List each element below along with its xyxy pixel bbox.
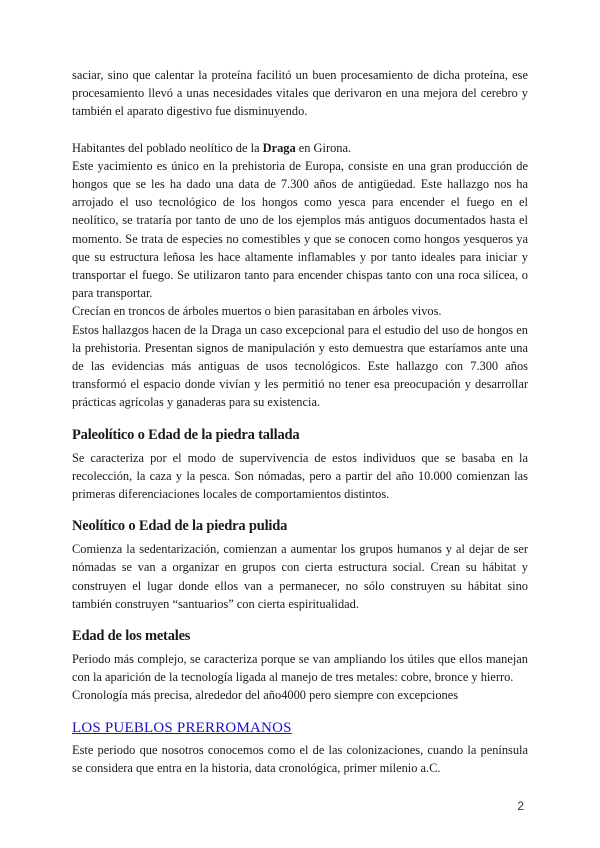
draga-paragraph-3: Estos hallazgos hacen de la Draga un caso excepcional para el estudio del uso de hongos en la prehistoria. Presentan signos de manipulación y esto demuestra que estaríamos ante una de las evidencias más antiguas de usos tecnológicos. Este hallazgo con 7.300 años transformó el espacio donde vivían y les permitió no tener esa preocupación y desarrollar prácticas agrícolas y ganaderas para su existencia. bbox=[72, 322, 528, 410]
draga-paragraph-1: Este yacimiento es único en la prehistoria de Europa, consiste en una gran producción de hongos que se les ha dado una data de 7.300 años de antigüedad. Este hallazgo nos ha arrojado el uso tecnológico de los hongos como yesca para encender el fuego en el neolítico, se trataría por tanto de uno de los ejemplos más antiguos documentados hasta el momento. Se trata de especies no comestibles y que se conocen como hongos yesqueros ya que su estructura leñosa les hace altamente inflamables y por tanto ideales para iniciar y transportar el fuego. Se utilizaron tanto para encender chispas tanto con una roca silícea, o para transportar. bbox=[72, 158, 528, 301]
metales-heading: Edad de los metales bbox=[72, 628, 191, 645]
spacer bbox=[72, 121, 528, 139]
draga-heading bbox=[72, 139, 528, 157]
draga-heading-post: en Girona. bbox=[295, 140, 352, 155]
intro-paragraph: saciar, sino que calentar la proteína facilitó un buen procesamiento de dicha proteína, ese procesamiento llevó a unas necesidades vitales que derivaron en una mejora del cerebro y también el aparato digestivo fue disminuyendo. bbox=[72, 68, 528, 119]
page-number: 2 bbox=[517, 799, 524, 813]
prerromanos-heading-link[interactable]: LOS PUEBLOS PRERROMANOS bbox=[72, 719, 292, 736]
metales-text-1: Periodo más complejo, se caracteriza porque se van ampliando los útiles que ellos manejan con la aparición de la tecnología ligada al manejo de tres metales: cobre, bronce y hierro. bbox=[72, 652, 528, 685]
page-content bbox=[72, 66, 528, 777]
metales-text-2: Cronología más precisa, alrededor del año4000 pero siempre con excepciones bbox=[72, 688, 459, 703]
draga-paragraph-2: Crecían en troncos de árboles muertos o bien parasitaban en árboles vivos. bbox=[72, 304, 442, 319]
prerromanos-text: Este periodo que nosotros conocemos como el de las colonizaciones, cuando la península se considera que entra en la historia, data cronológica, primer milenio a.C. bbox=[72, 742, 528, 775]
draga-heading-pre: Habitantes del poblado neolítico de la bbox=[72, 140, 263, 155]
paleolitico-heading: Paleolítico o Edad de la piedra tallada bbox=[72, 426, 300, 443]
paleolitico-text: Se caracteriza por el modo de supervivencia de estos individuos que se basaba en la recolección, la caza y la pesca. Son nómadas, pero a partir del año 10.000 comienzan las primeras diferenciaciones locales de comportamientos distintos. bbox=[72, 450, 528, 502]
neolitico-text: Comienza la sedentarización, comienzan a aumentar los grupos humanos y al dejar de ser nómadas se van a organizar en grupos con cierta estructura social. Crean su hábitat y construyen el lugar donde ellos van a permanecer, no sólo construyen su hábitat sino también construyen “santuarios” con cierta espiritualidad. bbox=[72, 542, 528, 611]
draga-heading-bold: Draga bbox=[262, 140, 296, 155]
neolitico-heading: Neolítico o Edad de la piedra pulida bbox=[72, 518, 288, 535]
